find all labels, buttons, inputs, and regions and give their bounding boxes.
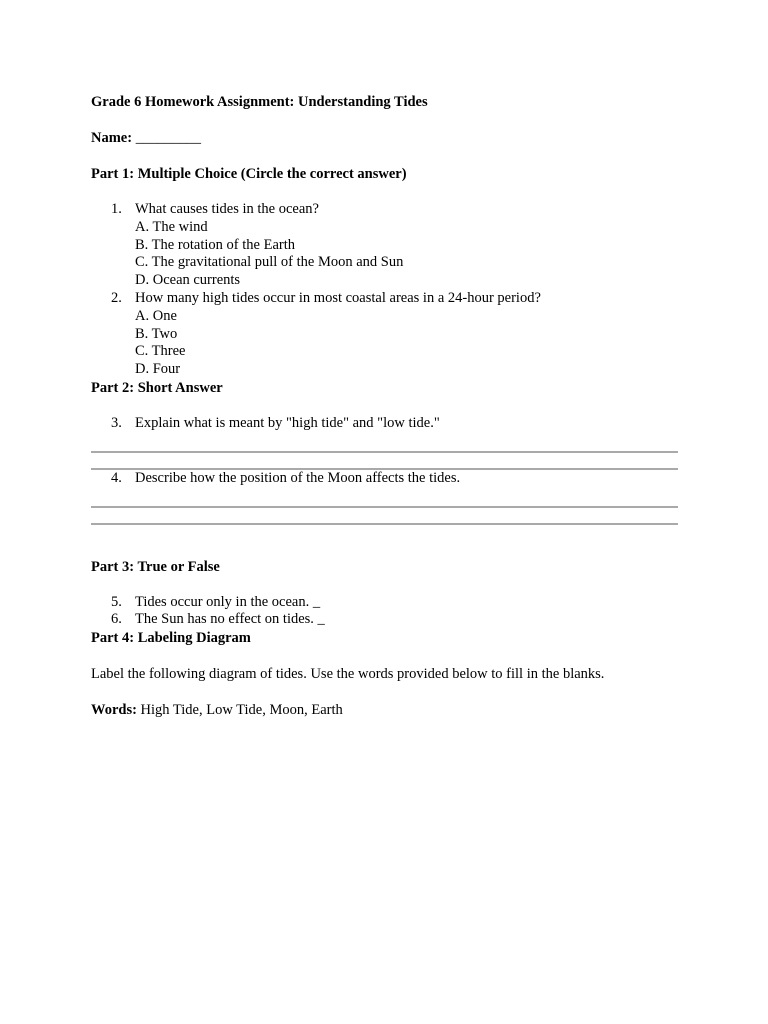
- question-4: [91, 470, 678, 488]
- part2-heading: Part 2: Short Answer: [91, 379, 223, 396]
- question-6: [91, 611, 678, 629]
- question-number: 2.: [111, 289, 122, 306]
- question-text: Tides occur only in the ocean. _: [135, 593, 321, 610]
- word-bank: [91, 701, 678, 719]
- word-bank-words: High Tide, Low Tide, Moon, Earth: [140, 702, 343, 719]
- option-b: B. Two: [135, 325, 178, 342]
- question-number: 1.: [111, 201, 122, 217]
- option-a: A. One: [135, 307, 177, 324]
- question-text: The Sun has no effect on tides. _: [135, 611, 325, 628]
- part4-heading: Part 4: Labeling Diagram: [91, 630, 251, 647]
- option-d: D. Four: [135, 361, 181, 378]
- question-text: How many high tides occur in most coastal areas in a 24-hour period?: [135, 289, 541, 306]
- question-2: [91, 290, 678, 379]
- question-5: [91, 594, 678, 612]
- part2-question-4-list: [91, 470, 678, 488]
- name-label: Name:: [91, 130, 133, 146]
- page-title: Grade 6 Homework Assignment: Understanding Tides: [91, 94, 428, 110]
- part3-heading: Part 3: True or False: [91, 558, 220, 575]
- option-a: A. The wind: [135, 218, 208, 235]
- part1-question-list: [91, 201, 678, 379]
- answer-line[interactable]: [91, 523, 678, 525]
- question-3: [91, 415, 678, 433]
- question-text: Describe how the position of the Moon affects the tides.: [135, 469, 461, 486]
- question-text: What causes tides in the ocean?: [135, 201, 319, 217]
- question-number: 4.: [111, 469, 122, 486]
- part1-heading: Part 1: Multiple Choice (Circle the correct answer): [91, 166, 407, 182]
- name-line: [91, 129, 678, 147]
- option-c: C. Three: [135, 343, 186, 360]
- name-blank: _________: [135, 130, 201, 146]
- word-bank-label: Words:: [91, 702, 137, 719]
- part2-question-3-list: [91, 415, 678, 433]
- question-number: 5.: [111, 593, 122, 610]
- option-d: D. Ocean currents: [135, 272, 241, 289]
- option-b: B. The rotation of the Earth: [135, 236, 295, 253]
- diagram-instructions: Label the following diagram of tides. Use the words provided below to fill in the blanks.: [91, 666, 605, 683]
- answer-lines-q4: [91, 506, 678, 525]
- part3-question-list: [91, 594, 678, 630]
- question-1: [91, 201, 678, 290]
- answer-lines-q3: [91, 451, 678, 470]
- answer-line[interactable]: [91, 506, 678, 508]
- question-text: Explain what is meant by "high tide" and "low tide.": [135, 414, 440, 431]
- worksheet-page: [91, 93, 678, 719]
- answer-line[interactable]: [91, 451, 678, 453]
- option-c: C. The gravitational pull of the Moon and Sun: [135, 254, 404, 271]
- question-number: 6.: [111, 611, 122, 628]
- question-number: 3.: [111, 414, 122, 431]
